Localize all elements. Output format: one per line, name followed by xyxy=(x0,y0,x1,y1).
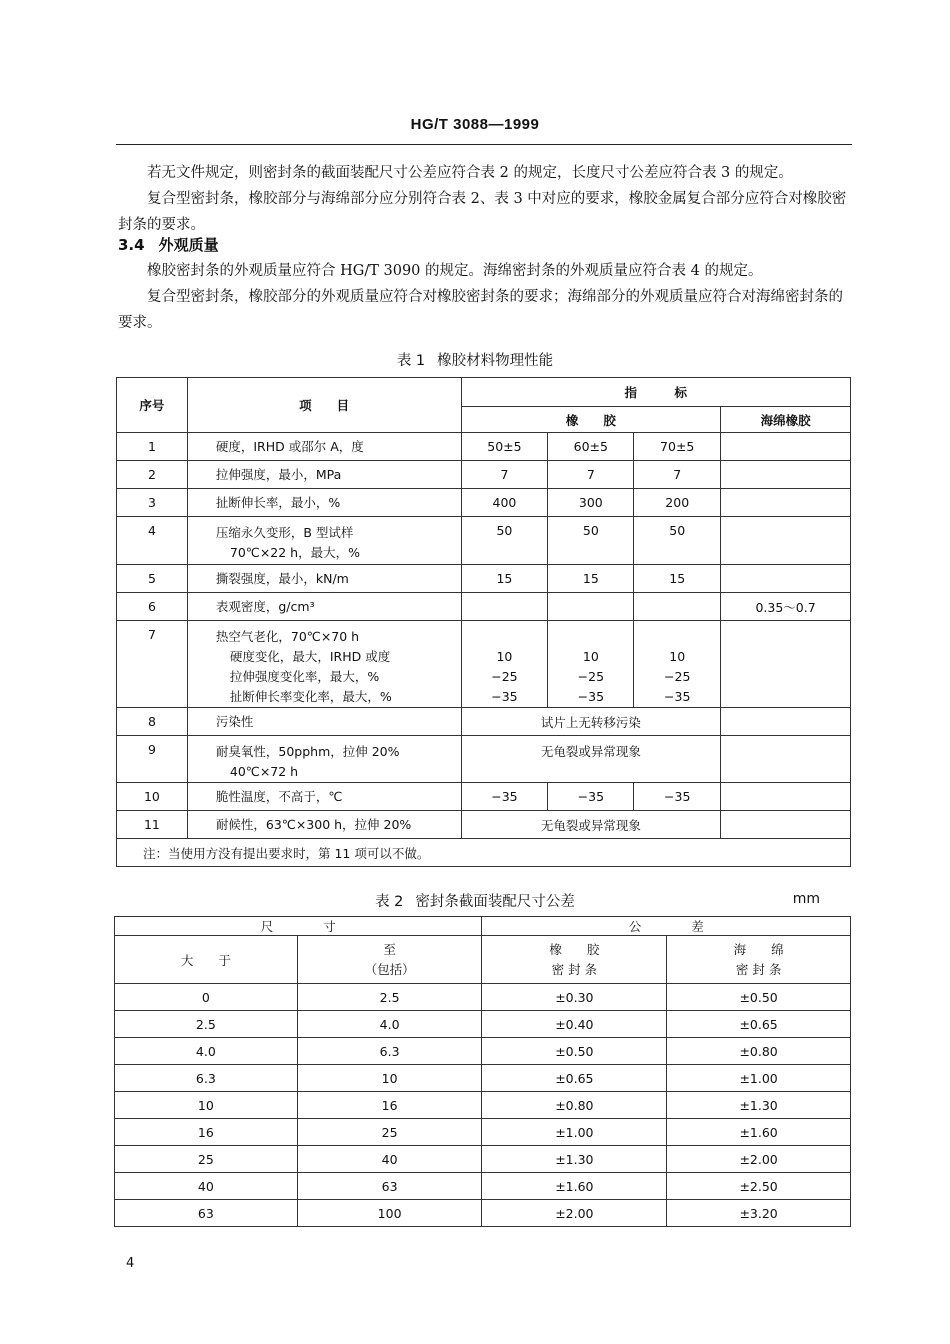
cell-item xyxy=(187,517,461,565)
cell-value-line: −25 xyxy=(664,669,691,684)
cell-sponge-tolerance: ±1.00 xyxy=(667,1065,851,1092)
cell-item-line: 硬度变化，最大，IRHD 或度 xyxy=(229,649,391,664)
cell-item-line: 扯断伸长率变化率，最大，% xyxy=(229,689,392,704)
cell-item-line: 耐臭氧性，50pphm，拉伸 20% xyxy=(215,744,400,759)
cell-value: 300 xyxy=(548,489,634,517)
cell-rubber-tolerance: ±0.50 xyxy=(482,1038,667,1065)
cell-item: 脆性温度，不高于，℃ xyxy=(187,783,461,811)
table-row xyxy=(117,708,851,736)
table-row xyxy=(117,593,851,621)
cell-sponge-tolerance: ±2.50 xyxy=(667,1173,851,1200)
table2-subheader-row xyxy=(115,936,851,984)
table-row xyxy=(115,1119,851,1146)
table2-unit: mm xyxy=(792,891,820,907)
cell-empty xyxy=(634,593,721,621)
cell-seq: 10 xyxy=(117,783,188,811)
section-heading xyxy=(118,234,233,255)
cell-item-line: 拉伸强度变化率，最大，% xyxy=(229,669,380,684)
cell-empty xyxy=(721,517,851,565)
cell-item: 表观密度，g/cm³ xyxy=(187,593,461,621)
table2-head-up-to-line: 至 xyxy=(383,941,396,957)
table1-head-index: 指 标 xyxy=(461,378,851,407)
cell-value: 试片上无转移污染 xyxy=(461,708,721,736)
table2-head-size: 尺 寸 xyxy=(115,917,482,936)
paragraph-appearance-rubber: 橡胶密封条的外观质量应符合 HG/T 3090 的规定。海绵密封条的外观质量应符合表 4 的规定。 xyxy=(147,263,763,279)
cell-empty xyxy=(721,811,851,839)
cell-value-line: 10 xyxy=(669,649,686,664)
cell-value-line: 10 xyxy=(582,649,599,664)
cell-item xyxy=(187,736,461,783)
cell-value-line: −25 xyxy=(491,669,518,684)
table-row xyxy=(117,565,851,593)
cell-up-to: 25 xyxy=(297,1119,482,1146)
cell-seq: 4 xyxy=(117,517,188,565)
cell-greater-than: 40 xyxy=(115,1173,298,1200)
cell-value-line: −35 xyxy=(491,689,518,704)
cell-item: 撕裂强度，最小，kN/m xyxy=(187,565,461,593)
table2-header-row xyxy=(115,917,851,936)
table1-caption xyxy=(0,349,950,370)
cell-seq: 3 xyxy=(117,489,188,517)
cell-empty xyxy=(721,433,851,461)
page-number: 4 xyxy=(126,1256,135,1271)
cell-item: 污染性 xyxy=(187,708,461,736)
cell-rubber-tolerance: ±0.30 xyxy=(482,984,667,1011)
cell-greater-than: 10 xyxy=(115,1092,298,1119)
cell-empty xyxy=(721,736,851,783)
cell-empty xyxy=(461,593,548,621)
table-row xyxy=(117,811,851,839)
cell-seq: 7 xyxy=(117,621,188,708)
cell-item-line: 压缩永久变形，B 型试样 xyxy=(215,525,354,540)
table1-caption-number: 表 1 xyxy=(396,353,426,369)
table2-caption-title: 密封条截面装配尺寸公差 xyxy=(415,894,575,910)
table2-head-rubber xyxy=(482,936,667,984)
cell-seq: 5 xyxy=(117,565,188,593)
table-row xyxy=(117,783,851,811)
table2-caption-number: 表 2 xyxy=(375,894,404,910)
cell-sponge-tolerance: ±1.60 xyxy=(667,1119,851,1146)
cell-value: 50 xyxy=(548,517,634,565)
cell-seq: 6 xyxy=(117,593,188,621)
cell-item: 硬度，IRHD 或邵尔 A，度 xyxy=(187,433,461,461)
cell-up-to: 40 xyxy=(297,1146,482,1173)
cell-sponge-tolerance: ±2.00 xyxy=(667,1146,851,1173)
cell-sponge-tolerance: ±1.30 xyxy=(667,1092,851,1119)
cell-value-line: 10 xyxy=(496,649,513,664)
cell-value xyxy=(461,621,548,708)
cell-value: 50 xyxy=(461,517,548,565)
cell-value: 15 xyxy=(461,565,548,593)
table-row xyxy=(117,433,851,461)
cell-empty xyxy=(548,593,634,621)
table2-head-rubber-line: 橡 胶 xyxy=(549,941,600,957)
table-row xyxy=(115,1173,851,1200)
cell-value: 0.35～0.7 xyxy=(721,593,851,621)
cell-item-line: 70℃×22 h，最大，% xyxy=(229,545,360,560)
section-number: 3.4 xyxy=(118,236,145,254)
cell-value: 15 xyxy=(634,565,721,593)
cell-empty xyxy=(721,783,851,811)
cell-value: −35 xyxy=(634,783,721,811)
cell-greater-than: 2.5 xyxy=(115,1011,298,1038)
cell-value: 60±5 xyxy=(548,433,634,461)
table-row xyxy=(115,1146,851,1173)
table2-head-up-to-line: （包括） xyxy=(364,961,415,977)
cell-empty xyxy=(721,621,851,708)
cell-greater-than: 6.3 xyxy=(115,1065,298,1092)
table2-head-greater-than: 大 于 xyxy=(115,936,298,984)
table1-caption-title: 橡胶材料物理性能 xyxy=(437,353,554,369)
cell-item: 拉伸强度，最小，MPa xyxy=(187,461,461,489)
cell-value: 无龟裂或异常现象 xyxy=(461,736,721,783)
cell-sponge-tolerance: ±3.20 xyxy=(667,1200,851,1227)
cell-value: 无龟裂或异常现象 xyxy=(461,811,721,839)
cell-item-line: 40℃×72 h xyxy=(229,764,299,779)
cell-value: 7 xyxy=(634,461,721,489)
cell-rubber-tolerance: ±2.00 xyxy=(482,1200,667,1227)
table2-head-rubber-line: 密 封 条 xyxy=(551,961,598,977)
table-row xyxy=(117,621,851,708)
cell-up-to: 10 xyxy=(297,1065,482,1092)
cell-sponge-tolerance: ±0.65 xyxy=(667,1011,851,1038)
section-title: 外观质量 xyxy=(158,236,219,254)
cell-value: −35 xyxy=(461,783,548,811)
table-row xyxy=(115,1065,851,1092)
cell-item xyxy=(187,621,461,708)
cell-value xyxy=(548,621,634,708)
table-section-tolerance xyxy=(114,916,851,1227)
table2-head-sponge xyxy=(667,936,851,984)
cell-value: 7 xyxy=(461,461,548,489)
paragraph-dimension-tolerance: 若无文件规定，则密封条的截面装配尺寸公差应符合表 2 的规定，长度尺寸公差应符合表 3 的规定。 xyxy=(147,165,793,181)
cell-value: 7 xyxy=(548,461,634,489)
cell-up-to: 63 xyxy=(297,1173,482,1200)
table-row xyxy=(115,1011,851,1038)
page-header: HG/T 3088—1999 xyxy=(410,116,540,133)
table1-head-seq: 序号 xyxy=(117,378,188,433)
cell-greater-than: 0 xyxy=(115,984,298,1011)
cell-rubber-tolerance: ±1.30 xyxy=(482,1146,667,1173)
cell-seq: 8 xyxy=(117,708,188,736)
table1-head-item: 项 目 xyxy=(187,378,461,433)
cell-value: 50±5 xyxy=(461,433,548,461)
cell-value xyxy=(634,621,721,708)
cell-seq: 11 xyxy=(117,811,188,839)
cell-up-to: 2.5 xyxy=(297,984,482,1011)
table1-note-row xyxy=(117,839,851,867)
cell-item-line: 热空气老化，70℃×70 h xyxy=(215,629,360,644)
cell-item: 耐候性，63℃×300 h，拉伸 20% xyxy=(187,811,461,839)
cell-greater-than: 4.0 xyxy=(115,1038,298,1065)
cell-seq: 9 xyxy=(117,736,188,783)
table-rubber-properties xyxy=(116,377,851,867)
cell-rubber-tolerance: ±0.80 xyxy=(482,1092,667,1119)
table-row xyxy=(115,1200,851,1227)
cell-value: 200 xyxy=(634,489,721,517)
cell-item: 扯断伸长率，最小，% xyxy=(187,489,461,517)
cell-seq: 1 xyxy=(117,433,188,461)
paragraph-composite-strip: 复合型密封条，橡胶部分与海绵部分应分别符合表 2、表 3 中对应的要求，橡胶金属复合部分应符合对橡胶密封条的要求。 xyxy=(118,191,847,233)
cell-rubber-tolerance: ±1.00 xyxy=(482,1119,667,1146)
cell-rubber-tolerance: ±0.65 xyxy=(482,1065,667,1092)
cell-empty xyxy=(721,489,851,517)
table-row xyxy=(117,489,851,517)
cell-rubber-tolerance: ±1.60 xyxy=(482,1173,667,1200)
table2-head-sponge-line: 海 绵 xyxy=(733,941,784,957)
table1-header-row xyxy=(117,378,851,407)
table2-head-tolerance: 公 差 xyxy=(482,917,851,936)
cell-sponge-tolerance: ±0.80 xyxy=(667,1038,851,1065)
cell-value: −35 xyxy=(548,783,634,811)
cell-up-to: 100 xyxy=(297,1200,482,1227)
cell-seq: 2 xyxy=(117,461,188,489)
cell-greater-than: 63 xyxy=(115,1200,298,1227)
cell-empty xyxy=(721,461,851,489)
table2-head-sponge-line: 密 封 条 xyxy=(735,961,782,977)
cell-sponge-tolerance: ±0.50 xyxy=(667,984,851,1011)
cell-empty xyxy=(721,708,851,736)
header-rule xyxy=(116,144,852,145)
table-row xyxy=(115,1092,851,1119)
cell-up-to: 4.0 xyxy=(297,1011,482,1038)
cell-value: 70±5 xyxy=(634,433,721,461)
cell-rubber-tolerance: ±0.40 xyxy=(482,1011,667,1038)
cell-empty xyxy=(721,565,851,593)
cell-up-to: 6.3 xyxy=(297,1038,482,1065)
table-row xyxy=(117,517,851,565)
cell-value-line: −35 xyxy=(664,689,691,704)
cell-value: 50 xyxy=(634,517,721,565)
table-row xyxy=(117,736,851,783)
table1-head-sponge: 海绵橡胶 xyxy=(721,407,851,433)
table1-head-rubber: 橡 胶 xyxy=(461,407,721,433)
table-row xyxy=(115,1038,851,1065)
cell-value: 400 xyxy=(461,489,548,517)
cell-greater-than: 25 xyxy=(115,1146,298,1173)
table-row xyxy=(117,461,851,489)
cell-value-line: −35 xyxy=(577,689,605,704)
cell-value: 15 xyxy=(548,565,634,593)
cell-greater-than: 16 xyxy=(115,1119,298,1146)
cell-up-to: 16 xyxy=(297,1092,482,1119)
cell-value-line: −25 xyxy=(577,669,605,684)
table-row xyxy=(115,984,851,1011)
paragraph-appearance-composite: 复合型密封条，橡胶部分的外观质量应符合对橡胶密封条的要求；海绵部分的外观质量应符合对海绵密封条的要求。 xyxy=(118,289,843,331)
table2-head-up-to xyxy=(297,936,482,984)
table1-note: 注：当使用方没有提出要求时，第 11 项可以不做。 xyxy=(117,839,851,867)
